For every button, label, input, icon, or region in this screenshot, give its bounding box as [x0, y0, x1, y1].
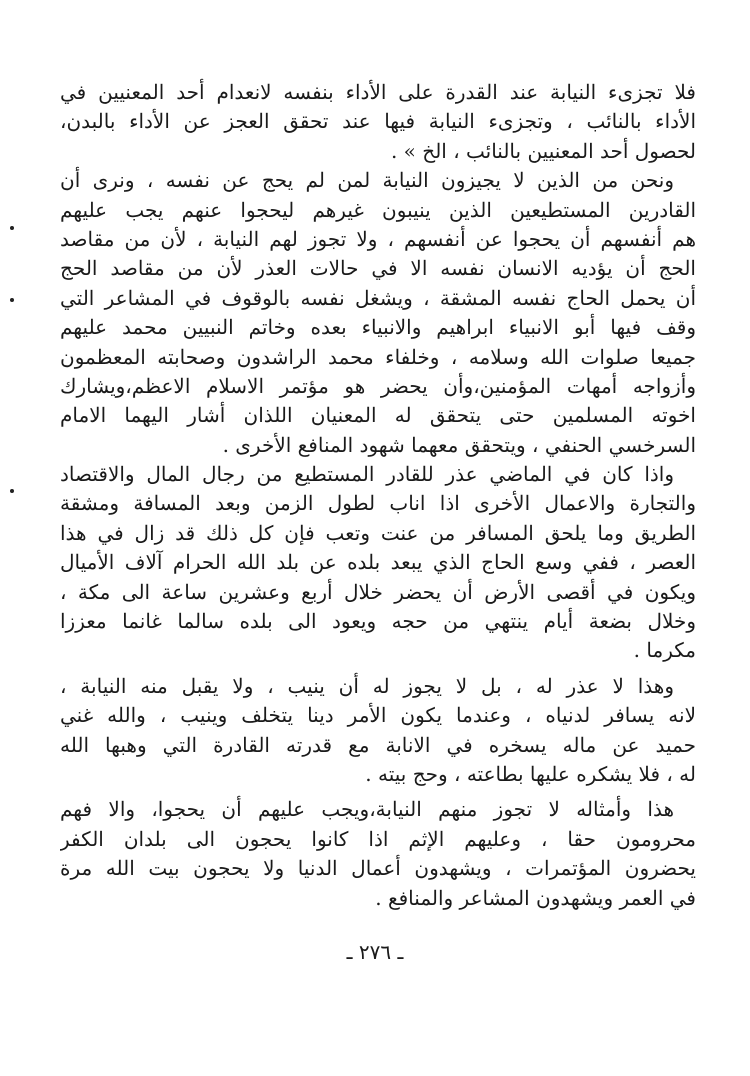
- text-line: جميعا صلوات الله وسلامه ، وخلفاء محمد الراشدون وصحابته المعظمون: [60, 344, 696, 369]
- text-line: له ، فلا يشكره عليها بطاعته ، وحج بيته .: [365, 761, 696, 786]
- body-text: [60, 78, 696, 913]
- paragraph-4: [60, 672, 696, 790]
- text-line: هم أنفسهم أن يحجوا عن أنفسهم ، ولا تجوز لهم النيابة ، لأن من مقاصد: [60, 226, 696, 251]
- text-line: ويكون في أقصى الأرض أن يحضر خلال أربع وعشرين ساعة الى مكة ،: [60, 579, 696, 604]
- margin-dot-mark: [10, 298, 14, 302]
- text-line: مكرما .: [633, 638, 696, 663]
- text-line: أن يحمل الحاج نفسه المشقة ، ويشغل نفسه بالوقوف في المشاعر التي: [60, 285, 696, 310]
- text-line: محرومون حقا ، وعليهم الإثم اذا كانوا يحجون الى بلدان الكفر: [60, 826, 696, 851]
- text-line: العصر ، ففي وسع الحاج الذي يبعد بلده عن بلد الله الحرام آلاف الأميال: [60, 550, 696, 575]
- text-line: اخوته المسلمين حتى يتحقق له المعنيان اللذان أشار اليهما الامام: [60, 403, 696, 428]
- text-line: وقف فيها أبو الانبياء ابراهيم والانبياء بعده وخاتم النبيين محمد عليهم: [60, 315, 696, 340]
- margin-dot-mark: [10, 226, 14, 230]
- text-line: الأداء بالنائب ، وتجزىء النيابة فيها عند تحقق العجز عن الأداء بالبدن،: [60, 109, 696, 134]
- text-line: السرخسي الحنفي ، ويتحقق معهما شهود المنافع الأخرى .: [222, 432, 696, 457]
- text-line: حميد عن ماله يسخره في الانابة مع قدرته القادرة التي وهبها الله: [60, 732, 696, 757]
- paragraph-2: [60, 166, 696, 460]
- paragraph-5: [60, 795, 696, 913]
- text-line: واذا كان في الماضي عذر للقادر المستطيع من رجال المال والاقتصاد: [60, 462, 674, 487]
- page-number: ـ ٢٧٦ ـ: [346, 940, 404, 964]
- text-line: ونحن من الذين لا يجيزون النيابة لمن لم يحج عن نفسه ، ونرى أن: [60, 168, 674, 193]
- text-line: وهذا لا عذر له ، بل لا يجوز له أن ينيب ، ولا يقبل منه النيابة ،: [60, 673, 674, 698]
- text-line: فلا تجزىء النيابة عند القدرة على الأداء بنفسه لانعدام أحد المعنيين في: [60, 80, 696, 104]
- text-line: وخلال بضعة أيام ينتهي من حجه ويعود الى بلده سالما غانما معززا: [60, 609, 696, 634]
- paragraph-1: [60, 78, 696, 166]
- text-line: لانه يسافر لدنياه ، وعندما يكون الأمر دينا يتخلف وينيب ، والله غني: [60, 703, 696, 728]
- text-line: والتجارة والاعمال الأخرى اذا اناب لطول الزمن وبعد المسافة ومشقة: [60, 491, 696, 516]
- text-line: القادرين المستطيعين الذين ينيبون غيرهم ليحجوا عنهم يجب عليهم: [60, 197, 696, 222]
- text-line: في العمر ويشهدون المشاعر والمنافع .: [375, 885, 696, 910]
- text-line: يحضرون المؤتمرات ، ويشهدون أعمال الدنيا ولا يحجون بيت الله مرة: [60, 856, 696, 881]
- text-line: الحج أن يؤديه الانسان نفسه الا في حالات العذر لأن من مقاصد الحج: [60, 256, 696, 281]
- text-line: وأزواجه أمهات المؤمنين،وأن يحضر هو مؤتمر الاسلام الاعظم،ويشارك: [60, 373, 696, 398]
- text-line: لحصول أحد المعنيين بالنائب ، الخ » .: [390, 138, 696, 163]
- margin-dot-mark: [10, 489, 14, 493]
- text-line: الطريق وما يلحق المسافر من عنت وتعب فإن كل ذلك قد زال في هذا: [60, 520, 696, 545]
- paragraph-3: [60, 460, 696, 666]
- text-line: هذا وأمثاله لا تجوز منهم النيابة،ويجب عليهم أن يحجوا، والا فهم: [60, 797, 674, 822]
